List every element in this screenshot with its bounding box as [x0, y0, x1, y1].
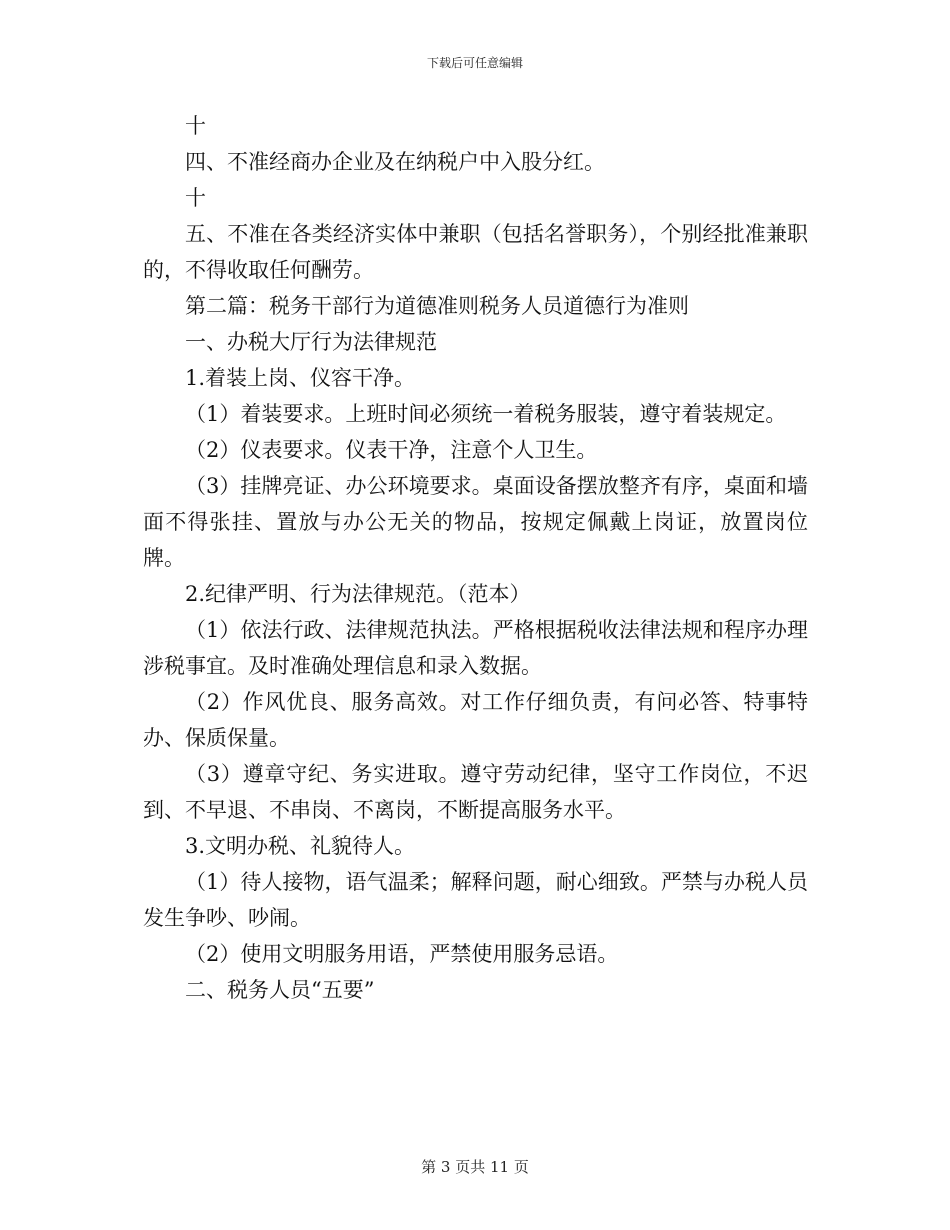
paragraph: 五、不准在各类经济实体中兼职（包括名誉职务），个别经批准兼职的，不得收取任何酬劳。: [143, 222, 808, 282]
paragraph: （1）待人接物，语气温柔；解释问题，耐心细致。严禁与办税人员发生争吵、吵闹。: [143, 870, 808, 930]
document-body: [143, 108, 808, 1008]
section-heading: 二、税务人员“五要”: [185, 978, 375, 1002]
page-header: 下载后可任意编辑: [426, 56, 523, 70]
paragraph: 十: [185, 186, 206, 210]
section-heading: 一、办税大厅行为法律规范: [185, 330, 437, 354]
subsection-heading: 3.文明办税、礼貌待人。: [185, 834, 416, 858]
subsection-heading: 1.着装上岗、仪容干净。: [185, 366, 416, 390]
paragraph: （3）遵章守纪、务实进取。遵守劳动纪律，坚守工作岗位，不迟到、不早退、不串岗、不离岗，不断提高服务水平。: [143, 762, 808, 822]
paragraph: （3）挂牌亮证、办公环境要求。桌面设备摆放整齐有序，桌面和墙面不得张挂、置放与办公无关的物品，按规定佩戴上岗证，放置岗位牌。: [143, 474, 808, 570]
paragraph: （2）使用文明服务用语，严禁使用服务忌语。: [185, 942, 619, 966]
page-number: 第 3 页共 11 页: [421, 1158, 529, 1176]
paragraph: （1）着装要求。上班时间必须统一着税务服装，遵守着装规定。: [185, 402, 787, 426]
paragraph: （2）仪表要求。仪表干净，注意个人卫生。: [185, 438, 598, 462]
paragraph: （2）作风优良、服务高效。对工作仔细负责，有问必答、特事特办、保质保量。: [143, 690, 808, 750]
paragraph: 四、不准经商办企业及在纳税户中入股分红。: [185, 150, 605, 174]
paragraph: （1）依法行政、法律规范执法。严格根据税收法律法规和程序办理涉税事宜。及时准确处理信息和录入数据。: [143, 618, 808, 678]
subsection-heading: 2.纪律严明、行为法律规范。（范本）: [185, 582, 531, 606]
section-heading: 第二篇：税务干部行为道德准则税务人员道德行为准则: [185, 294, 689, 318]
paragraph: 十: [185, 114, 206, 138]
